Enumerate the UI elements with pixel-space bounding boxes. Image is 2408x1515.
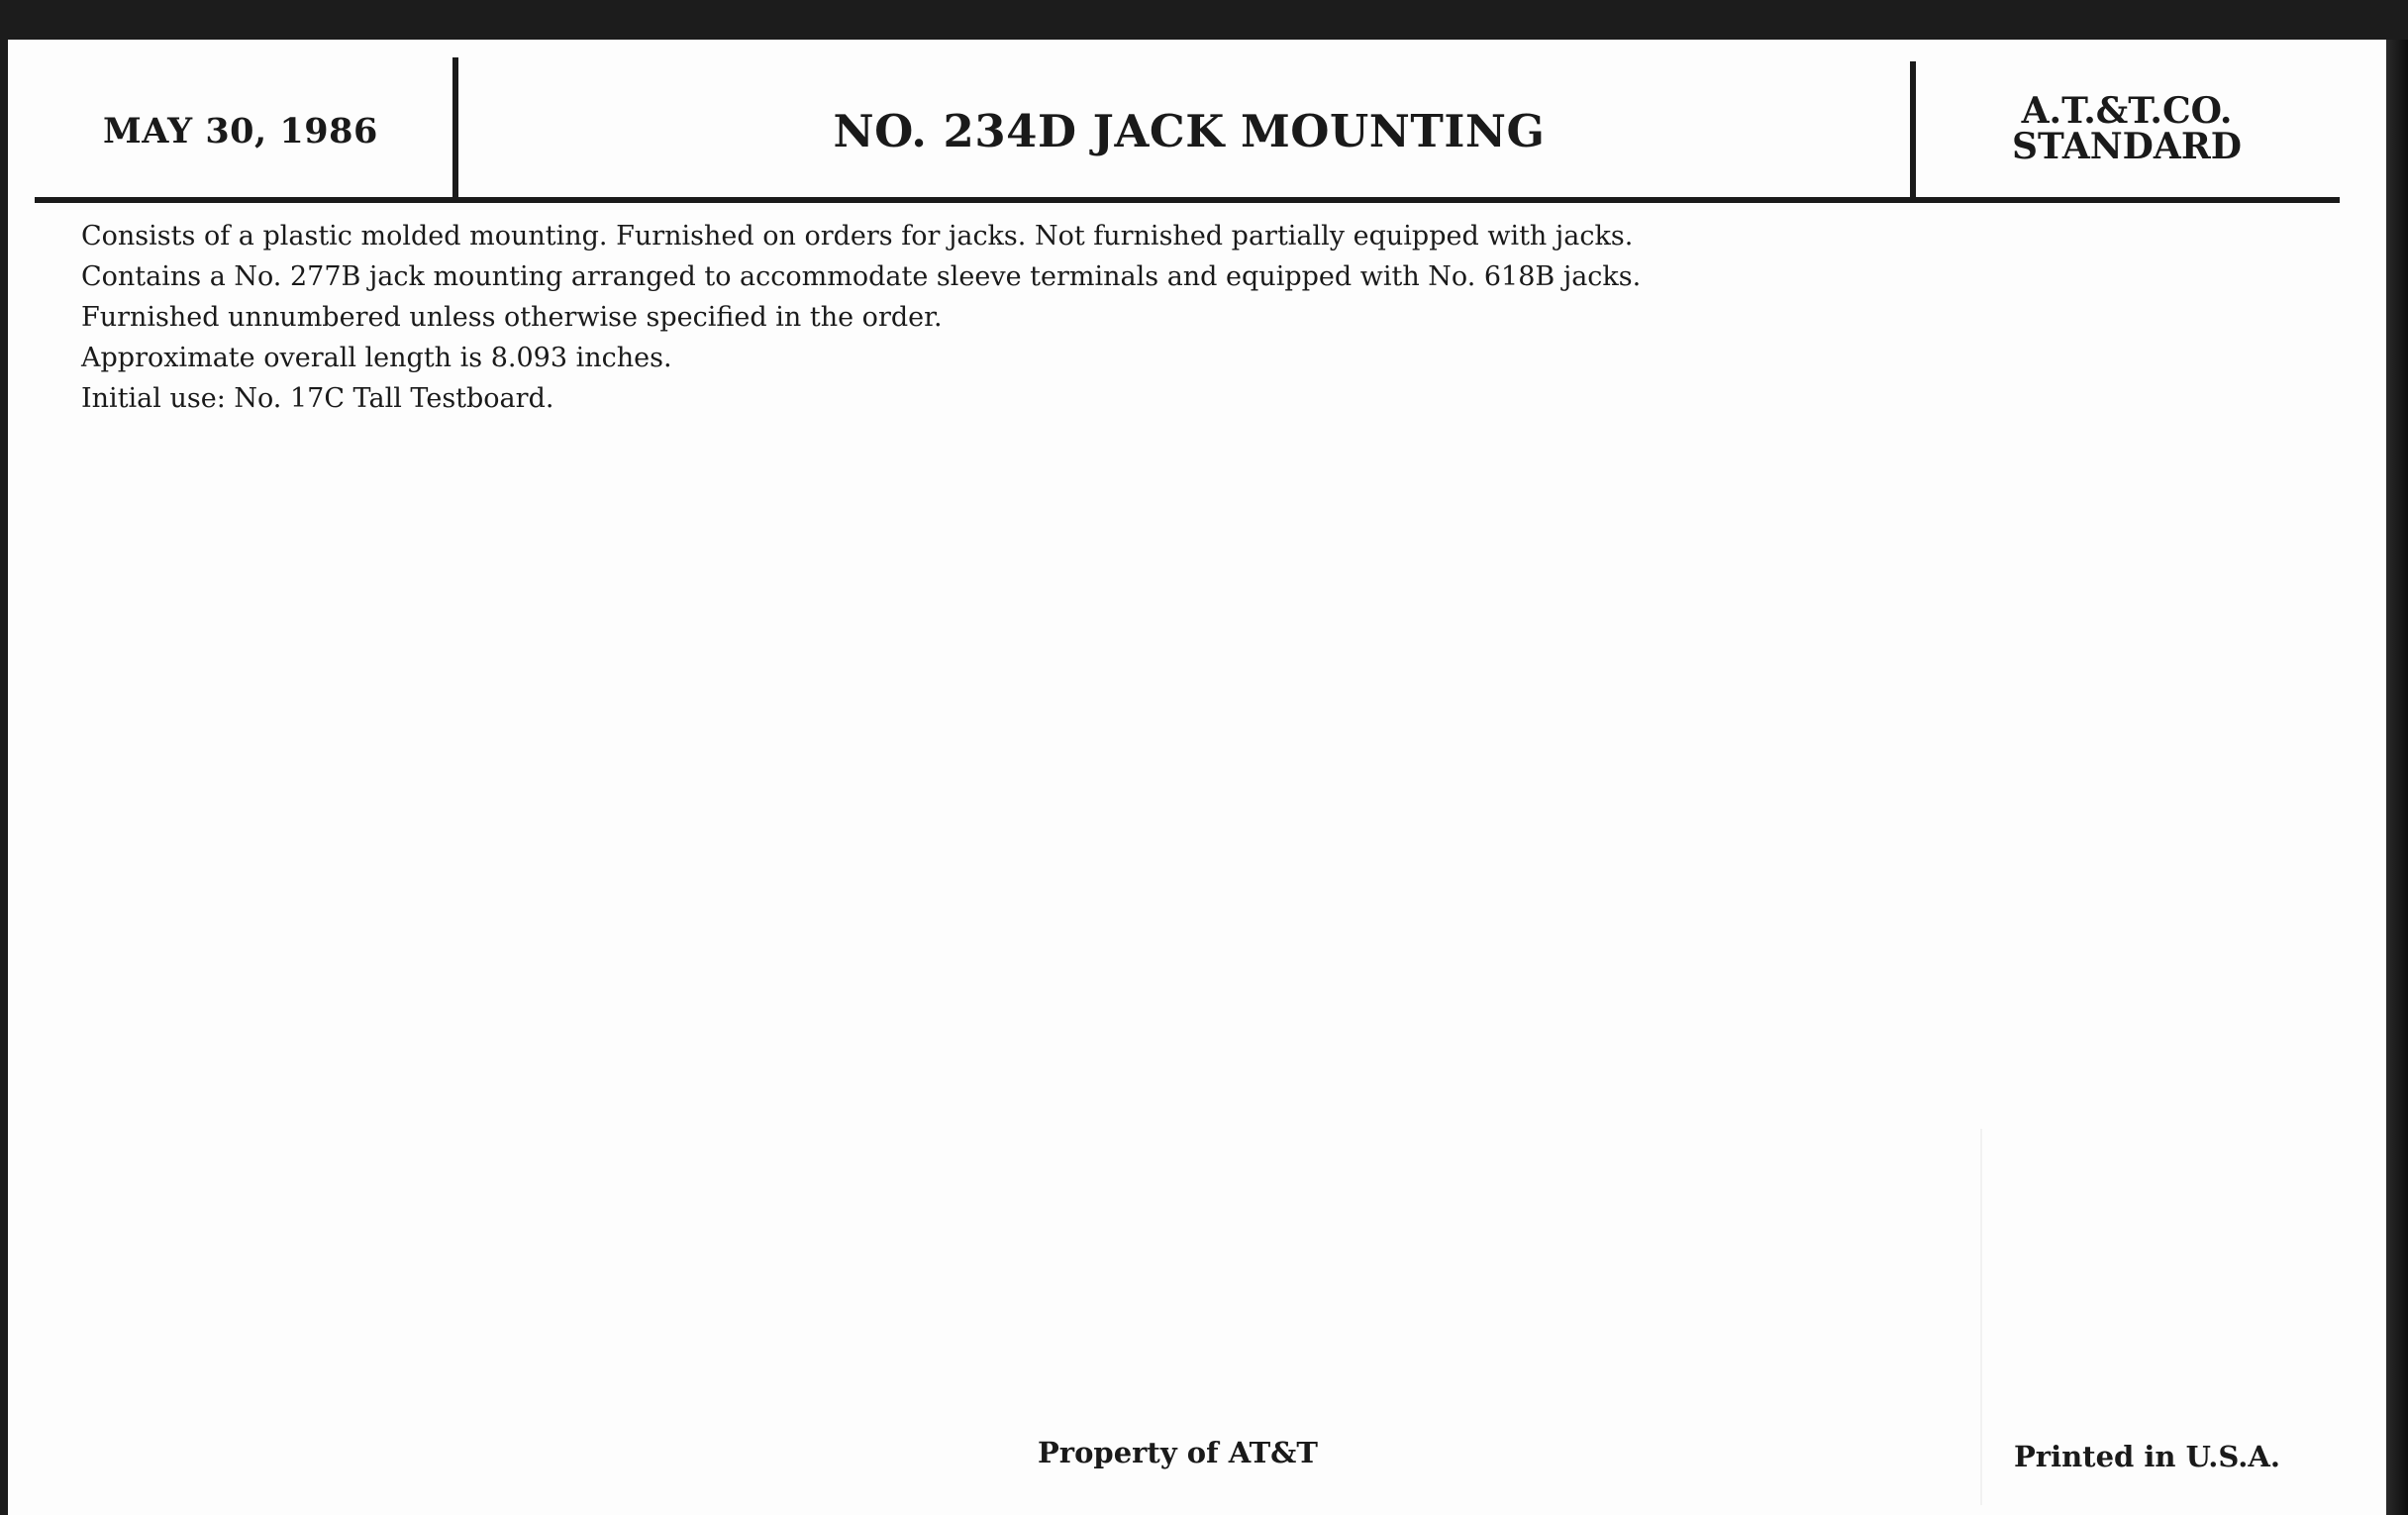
header-rule <box>35 197 2340 203</box>
card-header <box>8 40 2386 200</box>
card-title: NO. 234D JACK MOUNTING <box>833 105 1546 157</box>
header-divider-left <box>452 57 458 198</box>
header-divider-right <box>1910 61 1916 198</box>
card-right-edge-shadow <box>2386 40 2408 1515</box>
description-line: Initial use: No. 17C Tall Testboard. <box>81 383 554 414</box>
issue-date: MAY 30, 1986 <box>103 111 378 152</box>
standard-mark-line2: STANDARD <box>2012 126 2242 167</box>
description-line: Consists of a plastic molded mounting. Furnished on orders for jacks. Not furnished partially equipped with jacks. <box>81 221 1634 252</box>
standard-mark <box>1919 90 2335 167</box>
standard-card <box>8 40 2386 1515</box>
printed-notice: Printed in U.S.A. <box>2014 1440 2280 1473</box>
description-body <box>81 216 2061 419</box>
description-line: Furnished unnumbered unless otherwise specified in the order. <box>81 302 943 333</box>
paper-crease <box>1980 1129 1982 1505</box>
standard-mark-line1: A.T.&T.CO. <box>2021 90 2233 132</box>
description-line: Approximate overall length is 8.093 inches. <box>81 343 672 373</box>
description-line: Contains a No. 277B jack mounting arranged to accommodate sleeve terminals and equipped with No. 618B jacks. <box>81 261 1642 292</box>
property-notice: Property of AT&T <box>1038 1436 1318 1469</box>
